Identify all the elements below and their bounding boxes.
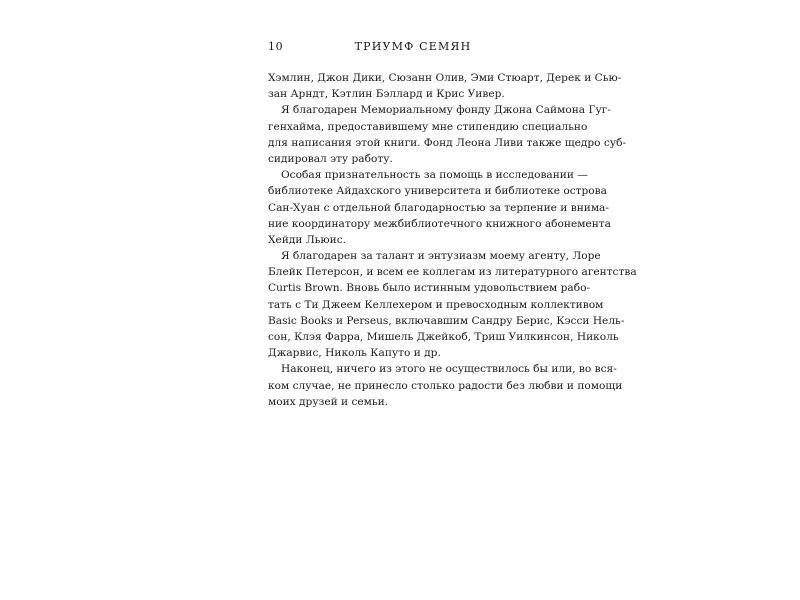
text-line: Я благодарен за талант и энтузиазм моему агенту, Лоре xyxy=(281,250,601,263)
text-line: сон, Клэя Фарра, Мишель Джейкоб, Триш Уилкинсон, Николь xyxy=(268,331,619,343)
paragraph xyxy=(268,167,611,248)
text-line: Я благодарен Мемориальному фонду Джона Саймона Гуг- xyxy=(281,104,611,117)
page-number: 10 xyxy=(268,40,284,53)
text-line: ком случае, не принесло столько радости без любви и помощи xyxy=(268,379,623,392)
text-line: генхайма, предоставившему мне стипендию специально xyxy=(268,120,588,133)
paragraph xyxy=(268,70,622,102)
text-line: зан Арндт, Кэтлин Бэллард и Крис Уивер. xyxy=(268,88,505,101)
text-line: сидировал эту работу. xyxy=(268,152,393,165)
text-line: Basic Books и Perseus, включавшим Сандру Берис, Кэсси Нель- xyxy=(268,314,625,327)
text-line: Наконец, ничего из этого не осуществилось бы или, во вся- xyxy=(281,363,617,376)
paragraph xyxy=(268,102,627,167)
text-line: Curtis Brown. Вновь было истинным удовольствием рабо- xyxy=(268,282,591,295)
text-line: моих друзей и семьи. xyxy=(268,395,389,408)
text-line: Джарвис, Николь Капуто и др. xyxy=(268,347,441,360)
text-line: Хэмлин, Джон Дики, Сюзанн Олив, Эми Стюарт, Дерек и Сью- xyxy=(268,72,622,84)
text-line: Сан-Хуан с отдельной благодарностью за терпение и внима- xyxy=(268,201,609,214)
text-line: Хейди Льюис. xyxy=(268,233,347,246)
running-head xyxy=(268,40,558,56)
paragraph xyxy=(268,361,623,410)
text-line: библиотеке Айдахского университета и библиотеке острова xyxy=(268,185,607,198)
text-line: тать с Ти Джеем Келлехером и превосходным коллективом xyxy=(268,298,604,311)
text-line: для написания этой книги. Фонд Леона Ливи также щедро суб- xyxy=(268,136,627,149)
text-line: Особая признательность за помощь в исследовании — xyxy=(281,169,588,182)
book-title: ТРИУМФ СЕМЯН xyxy=(354,40,472,53)
text-line: Блейк Петерсон, и всем ее коллегам из литературного агентства xyxy=(268,266,637,279)
paragraph xyxy=(268,248,637,361)
body-text xyxy=(268,70,637,410)
text-line: ние координатору межбиблиотечного книжного абонемента xyxy=(268,217,611,230)
